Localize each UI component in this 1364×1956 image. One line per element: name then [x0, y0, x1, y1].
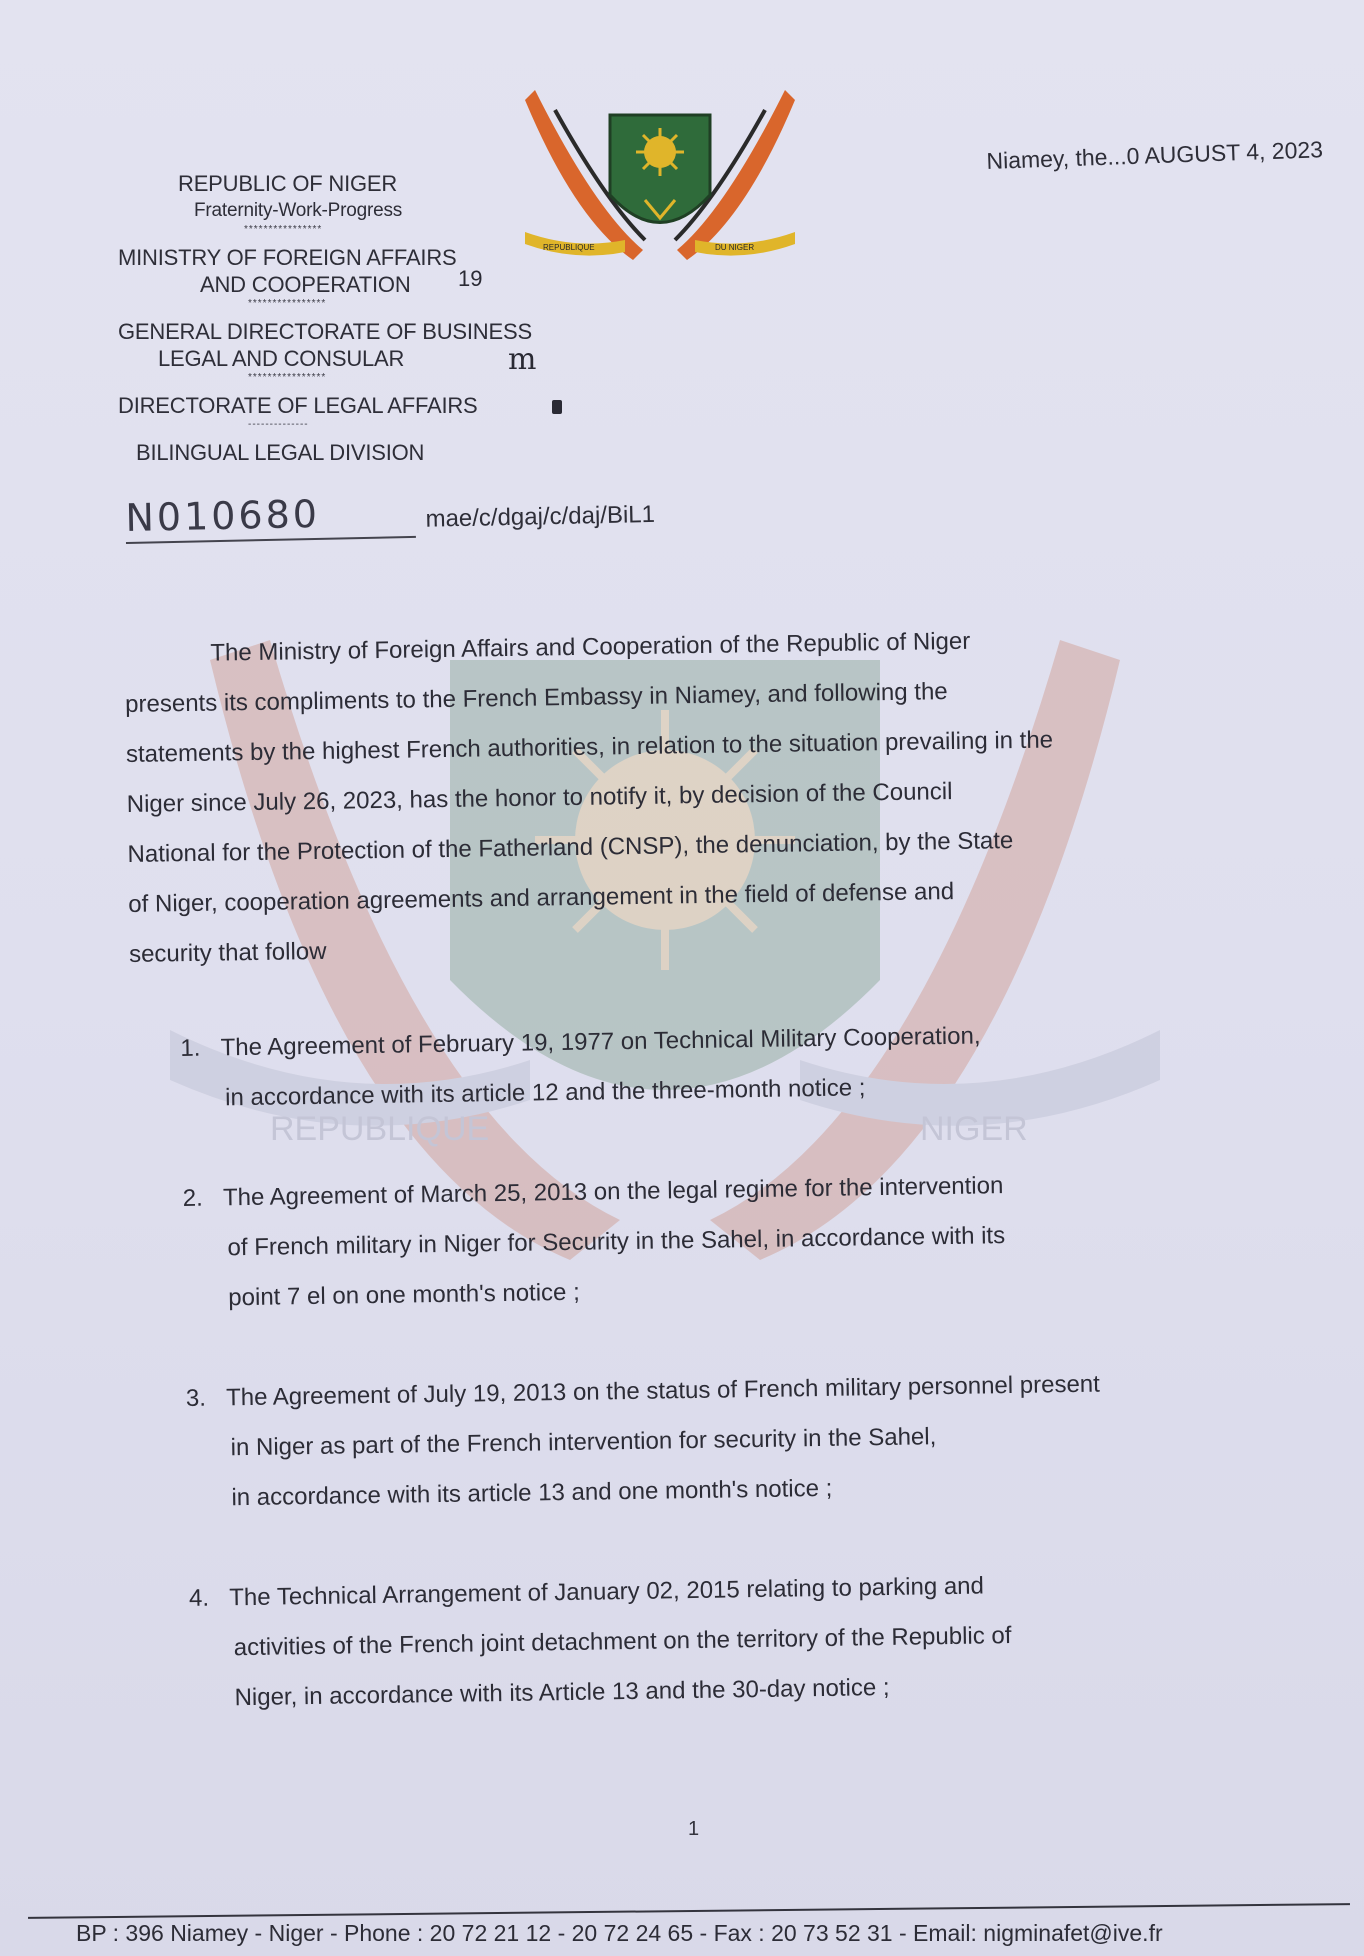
body-line: security that follow	[128, 937, 327, 968]
item-text-cont: in Niger as part of the French intervention for security in the Sahel,	[230, 1423, 937, 1462]
handwritten-mark: 19	[458, 266, 483, 291]
reference-line	[125, 485, 655, 544]
body-line: of Niger, cooperation agreements and arrangement in the field of defense and	[128, 877, 955, 918]
coat-of-arms-emblem	[525, 90, 795, 270]
footer-divider	[28, 1903, 1350, 1919]
list-item	[180, 1008, 1231, 1124]
ministry-name: MINISTRY OF FOREIGN AFFAIRS	[118, 245, 457, 270]
division-name: BILINGUAL LEGAL DIVISION	[136, 440, 425, 465]
emblem-ribbon-right: DU NIGER	[715, 243, 755, 252]
page-number: 1	[688, 1818, 700, 1840]
item-text-cont: in accordance with its article 12 and the three-month notice ;	[224, 1074, 866, 1112]
item-text: The Agreement of July 19, 2013 on the status of French military personnel present	[225, 1370, 1101, 1412]
list-item	[189, 1557, 1241, 1723]
body-line: statements by the highest French authorities, in relation to the situation prevailing in the	[125, 726, 1054, 768]
body-line: The Ministry of Foreign Affairs and Cooperation of the Republic of Niger	[210, 627, 971, 667]
document-date: Niamey, the...0 AUGUST 4, 2023	[986, 136, 1324, 174]
separator: ****************	[248, 372, 327, 383]
ministry-name-cont: AND COOPERATION	[200, 272, 411, 297]
watermark-ribbon-right: NIGER	[920, 1110, 1028, 1148]
body-line: presents its compliments to the French Embassy in Niamey, and following the	[124, 678, 948, 718]
item-text-cont: point 7 el on one month's notice ;	[228, 1278, 580, 1312]
watermark-ribbon-left: REPUBLIQUE	[270, 1110, 490, 1148]
item-number: 1.	[180, 1034, 201, 1062]
reference-number: N010680	[125, 490, 416, 544]
body-line: National for the Protection of the Fatherland (CNSP), the denunciation, by the State	[127, 827, 1014, 868]
item-text-cont: in accordance with its article 13 and one month's notice ;	[231, 1474, 833, 1512]
agreement-list	[180, 1008, 1242, 1774]
letterhead	[118, 170, 558, 466]
separator: ****************	[244, 224, 323, 235]
item-text: The Technical Arrangement of January 02, 2015 relating to parking and	[229, 1572, 985, 1612]
body-line: Niger since July 26, 2023, has the honor to notify it, by decision of the Council	[126, 778, 953, 818]
item-text: The Agreement of March 25, 2013 on the legal regime for the intervention	[222, 1172, 1004, 1212]
reference-code: mae/c/dgaj/c/daj/BiL1	[425, 500, 656, 533]
directorate-general-name: GENERAL DIRECTORATE OF BUSINESS	[118, 319, 532, 344]
separator: ****************	[248, 298, 327, 309]
directorate-name: DIRECTORATE OF LEGAL AFFAIRS	[118, 393, 478, 418]
emblem-ribbon-left: REPUBLIQUE	[543, 243, 595, 252]
dash-separator: --------------	[248, 419, 309, 430]
item-number: 4.	[188, 1584, 210, 1612]
national-motto: Fraternity-Work-Progress	[194, 200, 403, 221]
directorate-general-name-cont: LEGAL AND CONSULAR	[158, 346, 405, 371]
footer-contact: BP : 396 Niamey - Niger - Phone : 20 72 21 12 - 20 72 24 65 - Fax : 20 73 52 31 - Email: nigminafet@ive.fr	[76, 1920, 1163, 1946]
list-item	[185, 1357, 1237, 1523]
item-text: The Agreement of February 19, 1977 on Technical Military Cooperation,	[220, 1022, 981, 1062]
list-item	[182, 1157, 1234, 1323]
handwritten-initial: m	[508, 342, 537, 377]
republic-name: REPUBLIC OF NIGER	[178, 171, 398, 196]
item-number: 3.	[185, 1384, 207, 1412]
item-text-cont: of French military in Niger for Security in the Sahel, in accordance with its	[227, 1222, 1006, 1262]
item-number: 2.	[182, 1184, 203, 1212]
item-text-cont: Niger, in accordance with its Article 13 and the 30-day notice ;	[234, 1673, 890, 1712]
ink-mark	[552, 400, 562, 414]
item-text-cont: activities of the French joint detachment on the territory of the Republic of	[233, 1622, 1012, 1662]
body-paragraph	[124, 613, 1239, 980]
